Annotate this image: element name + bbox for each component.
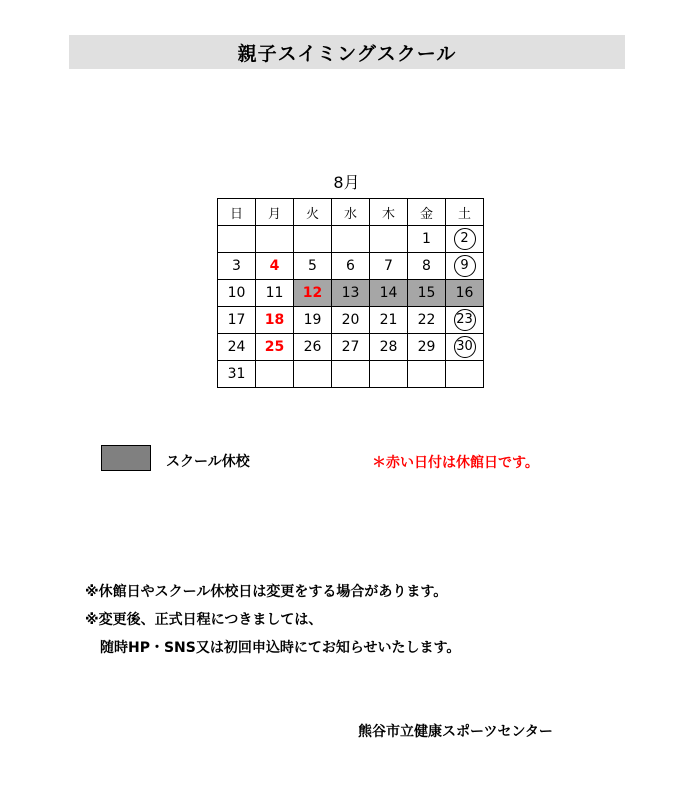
calendar-day [446,334,484,361]
day-number: 19 [303,312,322,328]
calendar-day [256,307,294,334]
day-number: 21 [379,312,398,328]
day-number: 13 [341,285,360,301]
day-number: 18 [264,312,285,328]
day-number: 11 [265,285,284,301]
calendar-day [218,253,256,280]
circled-day-number: 23 [454,309,476,331]
day-number: 15 [417,285,436,301]
day-number: 10 [227,285,246,301]
day-number: 31 [227,366,246,382]
calendar-empty-cell [370,361,408,388]
calendar-day [370,334,408,361]
day-number: 24 [227,339,246,355]
calendar-day [408,307,446,334]
notice-line-3: 随時HP・SNS又は初回申込時にてお知らせいたします。 [100,640,461,656]
day-number: 14 [379,285,398,301]
calendar-week-row [218,307,484,334]
weekday-header: 木 [370,199,408,226]
calendar-empty-cell [332,361,370,388]
page-title [69,35,625,69]
weekday-header: 土 [446,199,484,226]
calendar-day [218,280,256,307]
calendar-empty-cell [408,361,446,388]
calendar-week-row [218,361,484,388]
calendar-day [294,253,332,280]
day-number: 7 [384,258,393,274]
calendar-body [218,199,484,388]
calendar-table [217,198,484,388]
calendar-empty-cell [446,361,484,388]
calendar-day [370,280,408,307]
calendar-day [446,226,484,253]
calendar-day [408,226,446,253]
calendar-day [218,334,256,361]
day-number: 20 [341,312,360,328]
calendar-day [370,307,408,334]
legend-swatch-closed [101,445,151,471]
circled-day-number: 9 [454,255,476,277]
calendar-day [446,307,484,334]
day-number: 29 [417,339,436,355]
day-number: 17 [227,312,246,328]
legend-label: スクール休校 [166,454,250,470]
calendar-day [218,361,256,388]
weekday-header: 日 [218,199,256,226]
day-number: 5 [308,258,317,274]
calendar-day [294,280,332,307]
calendar-day [408,280,446,307]
weekday-header: 水 [332,199,370,226]
notice-line-1: ※休館日やスクール休校日は変更をする場合があります。 [85,584,448,600]
calendar-day [332,307,370,334]
calendar-week-row [218,226,484,253]
calendar-day [446,253,484,280]
holiday-note: ＊赤い日付は休館日です。 [372,455,539,471]
calendar-day [256,253,294,280]
calendar-day [294,334,332,361]
organization-name: 熊谷市立健康スポーツセンター [358,724,553,740]
calendar-day [408,253,446,280]
calendar-day [218,307,256,334]
day-number: 22 [417,312,436,328]
calendar-day [332,334,370,361]
day-number: 16 [455,285,474,301]
day-number: 6 [346,258,355,274]
calendar-day [256,334,294,361]
circled-day-number: 2 [454,228,476,250]
weekday-header: 火 [294,199,332,226]
day-number: 27 [341,339,360,355]
calendar-day [332,253,370,280]
calendar-week-row [218,280,484,307]
calendar-empty-cell [370,226,408,253]
weekday-header: 金 [408,199,446,226]
day-number: 28 [379,339,398,355]
calendar-day [408,334,446,361]
day-number: 26 [303,339,322,355]
weekday-header-row [218,199,484,226]
day-number: 8 [422,258,431,274]
calendar-day [294,307,332,334]
day-number: 12 [302,285,323,301]
calendar-empty-cell [218,226,256,253]
calendar-week-row [218,334,484,361]
calendar-week-row [218,253,484,280]
calendar-day [370,253,408,280]
day-number: 3 [232,258,241,274]
calendar-empty-cell [294,361,332,388]
calendar-empty-cell [256,361,294,388]
day-number: 4 [269,258,280,274]
calendar-day [446,280,484,307]
page-title-text: 親子スイミングスクール [237,42,457,65]
calendar-empty-cell [256,226,294,253]
calendar-month-label: 8月 [333,173,360,192]
circled-day-number: 30 [454,336,476,358]
notice-line-2: ※変更後、正式日程につきましては、 [85,612,323,628]
calendar-day [256,280,294,307]
calendar-empty-cell [332,226,370,253]
calendar-day [332,280,370,307]
calendar-empty-cell [294,226,332,253]
weekday-header: 月 [256,199,294,226]
day-number: 1 [422,231,431,247]
day-number: 25 [264,339,285,355]
